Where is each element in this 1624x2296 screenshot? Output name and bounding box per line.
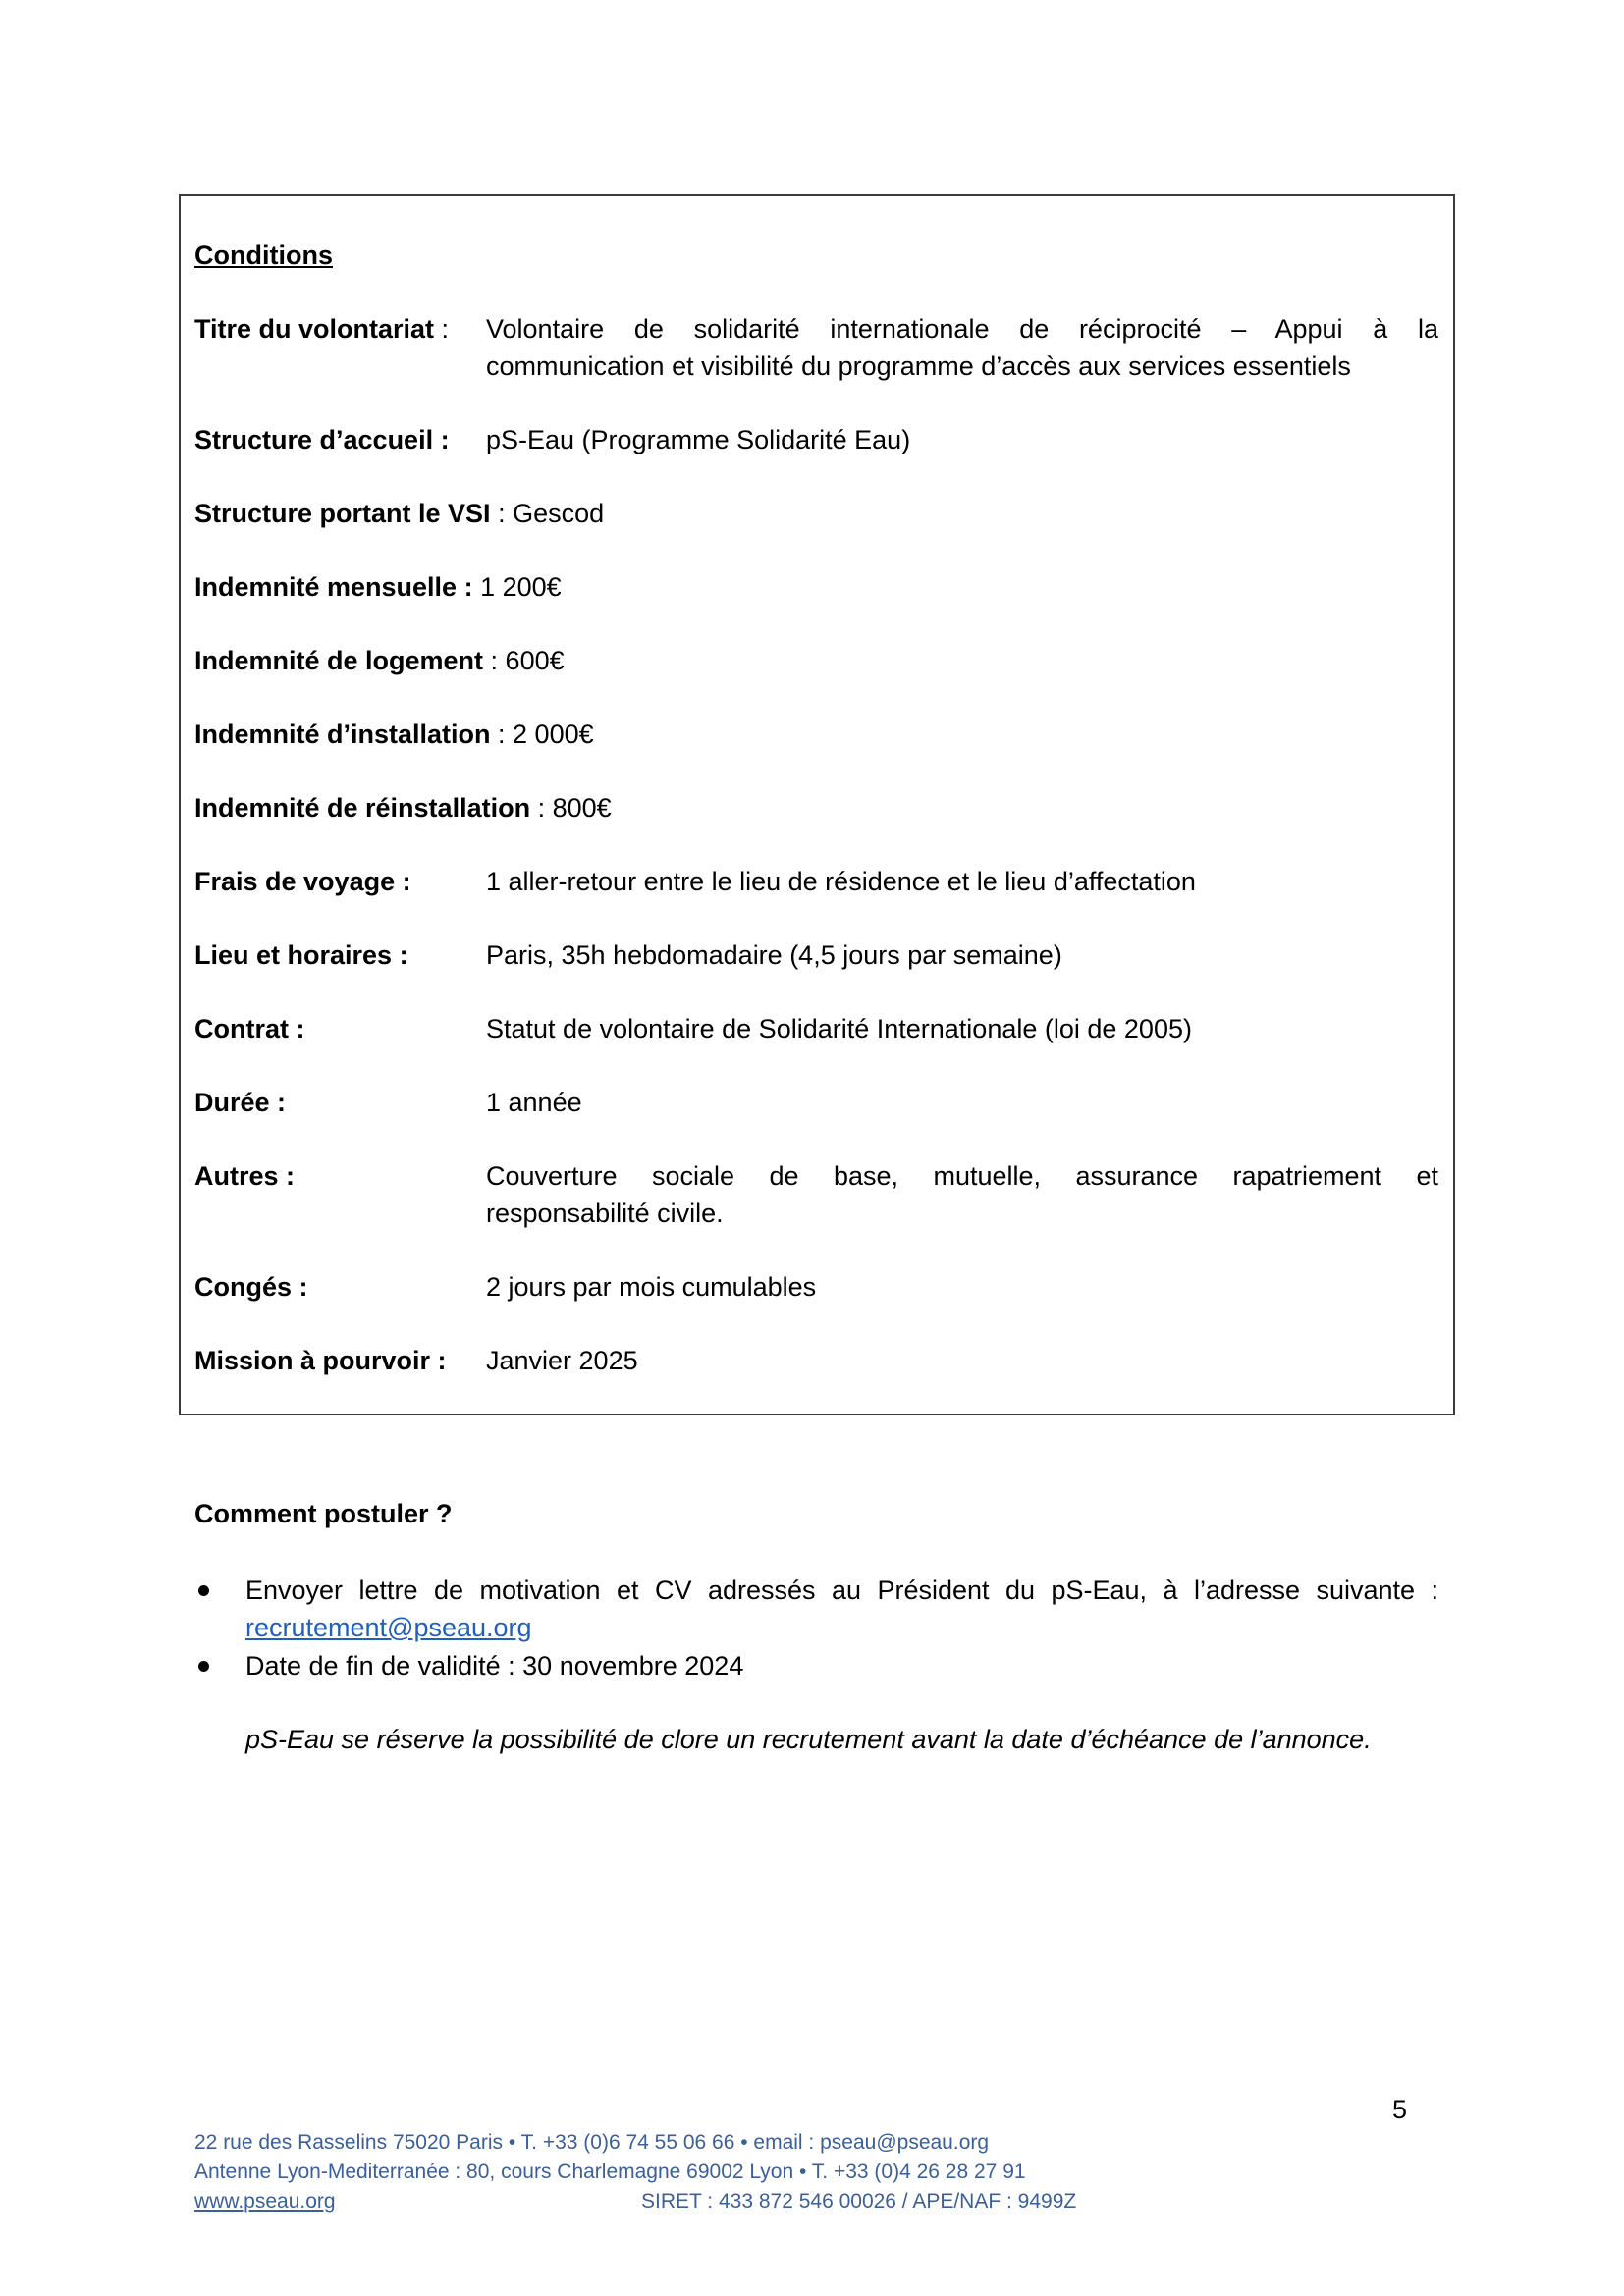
row-value-titre-line1: Volontaire de solidarité internationale de réciprocité – Appui à la <box>486 314 1438 344</box>
row-indemnite-installation: Indemnité d’installation : 2 000€ <box>194 720 594 749</box>
row-indemnite-mensuelle: Indemnité mensuelle : 1 200€ <box>194 572 562 602</box>
apply-heading: Comment postuler ? <box>194 1499 453 1528</box>
row-label-frais-voyage: Frais de voyage : <box>194 867 411 896</box>
row-indemnite-logement: Indemnité de logement : 600€ <box>194 646 565 675</box>
row-label-conges: Congés : <box>194 1272 308 1302</box>
footer-siret: SIRET : 433 872 546 00026 / APE/NAF : 9499Z <box>641 2190 1077 2213</box>
row-structure-vsi: Structure portant le VSI : Gescod <box>194 499 605 528</box>
row-label-mission: Mission à pourvoir : <box>194 1346 447 1375</box>
footer-last-line <box>194 2187 1077 2216</box>
website-link[interactable]: www.pseau.org <box>194 2190 336 2213</box>
conditions-heading: Conditions <box>194 240 333 270</box>
row-label-titre: Titre du volontariat : <box>194 314 450 344</box>
apply-bullet-2 <box>245 1647 1438 1684</box>
footer-address-paris: 22 rue des Rasselins 75020 Paris • T. +33 (0)6 74 55 06 66 • email : pseau@pseau.org <box>194 2131 990 2154</box>
bullet-icon <box>198 1661 209 1672</box>
row-value-mission: Janvier 2025 <box>486 1346 638 1375</box>
row-label-duree: Durée : <box>194 1088 287 1117</box>
row-value-titre-line2: communication et visibilité du programme d’accès aux services essentiels <box>486 351 1351 381</box>
footer-address-lyon: Antenne Lyon-Mediterranée : 80, cours Charlemagne 69002 Lyon • T. +33 (0)4 26 28 27 91 <box>194 2161 1026 2183</box>
bullet-icon <box>198 1585 209 1596</box>
row-value-lieu-horaires: Paris, 35h hebdomadaire (4,5 jours par semaine) <box>486 940 1062 970</box>
row-label-contrat: Contrat : <box>194 1014 305 1043</box>
row-label-autres: Autres : <box>194 1161 296 1191</box>
row-value-autres-line2: responsabilité civile. <box>486 1199 724 1228</box>
row-value-structure-accueil: pS-Eau (Programme Solidarité Eau) <box>486 425 911 454</box>
row-indemnite-reinstallation: Indemnité de réinstallation : 800€ <box>194 793 612 823</box>
recruitment-email-link[interactable]: recrutement@pseau.org <box>245 1613 532 1642</box>
apply-bullet-1 <box>245 1572 1438 1646</box>
apply-bullet-2-text: Date de fin de validité : 30 novembre 2024 <box>245 1651 744 1681</box>
row-value-autres-line1: Couverture sociale de base, mutuelle, assurance rapatriement et <box>486 1161 1438 1191</box>
row-label-lieu-horaires: Lieu et horaires : <box>194 940 408 970</box>
row-value-contrat: Statut de volontaire de Solidarité Internationale (loi de 2005) <box>486 1014 1192 1043</box>
disclaimer-note: pS-Eau se réserve la possibilité de clore un recrutement avant la date d’échéance de l’annonce. <box>245 1725 1372 1754</box>
row-value-duree: 1 année <box>486 1088 582 1117</box>
apply-bullet-1-text: Envoyer lettre de motivation et CV adressés au Président du pS-Eau, à l’adresse suivante : <box>245 1575 1438 1605</box>
page-number: 5 <box>1392 2095 1408 2124</box>
row-label-structure-accueil: Structure d’accueil : <box>194 425 450 454</box>
row-value-frais-voyage: 1 aller-retour entre le lieu de résidence et le lieu d’affectation <box>486 867 1196 896</box>
row-value-conges: 2 jours par mois cumulables <box>486 1272 817 1302</box>
